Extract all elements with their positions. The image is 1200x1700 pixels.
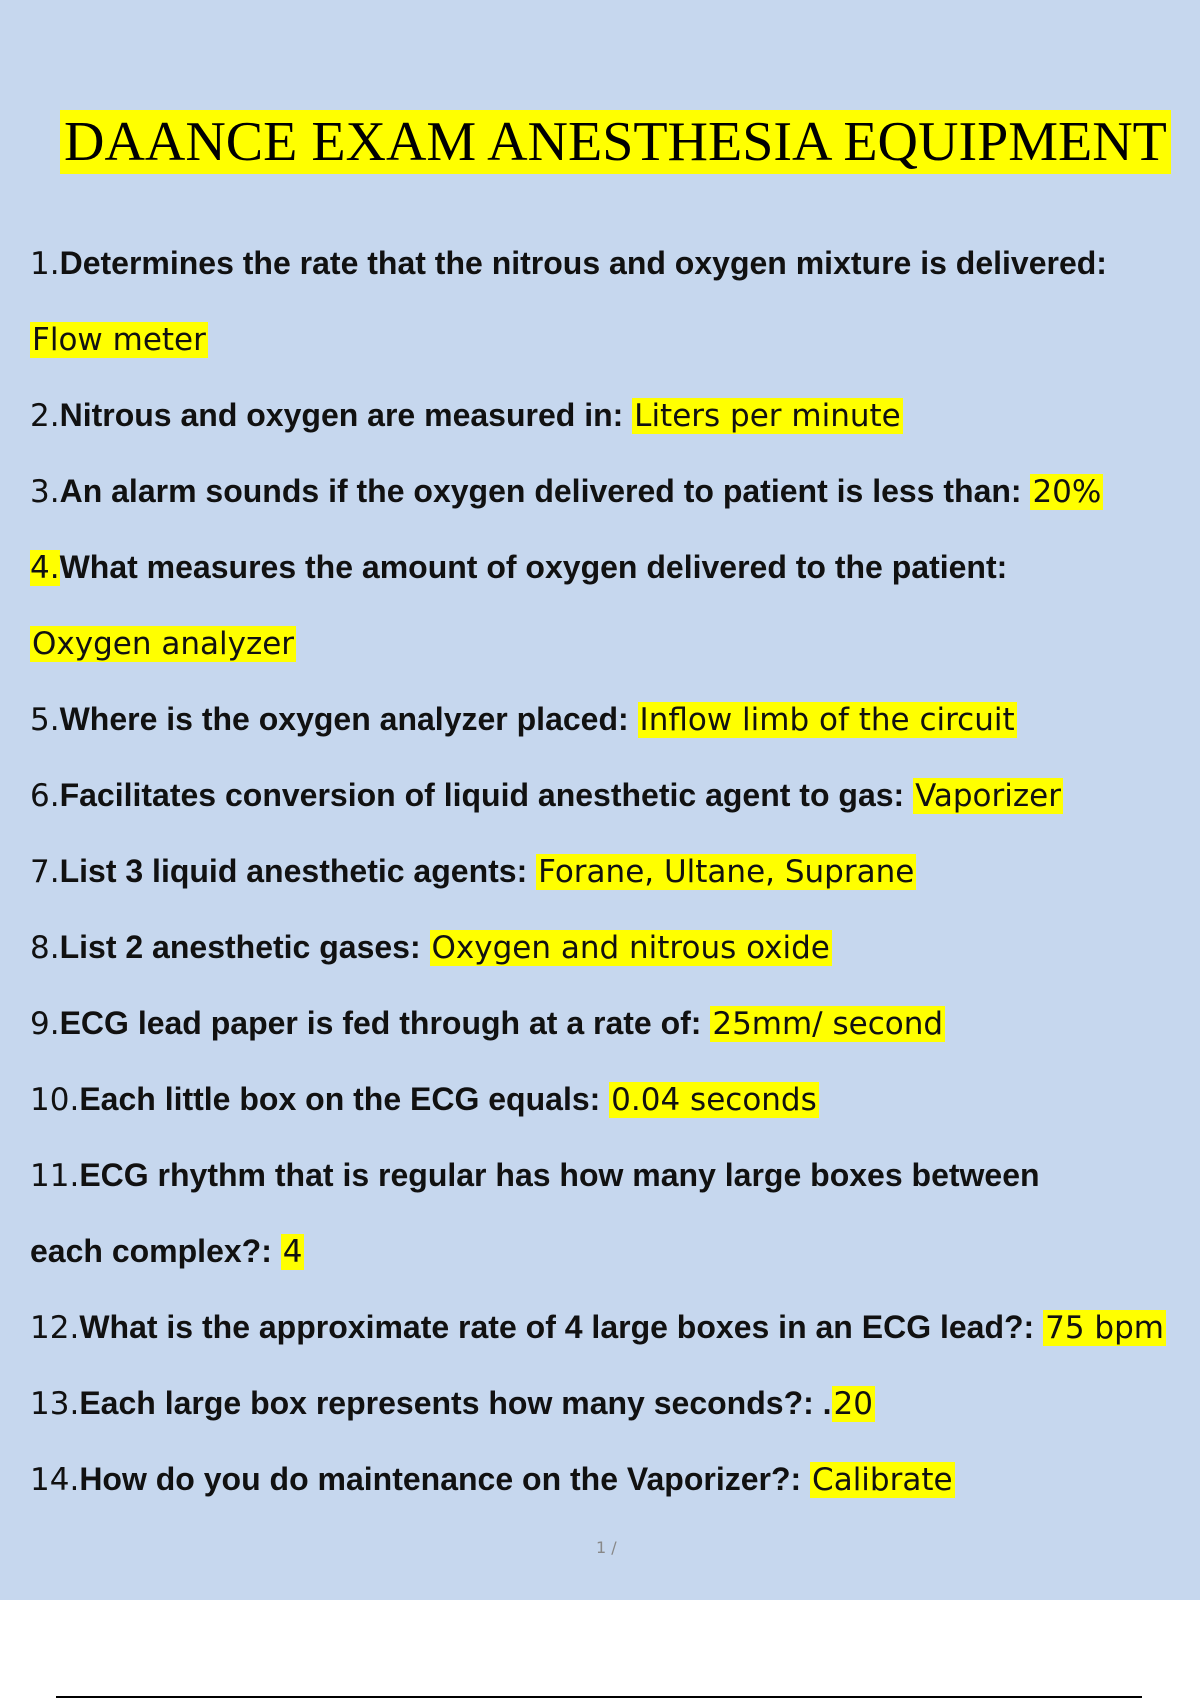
question-text: Determines the rate that the nitrous and oxygen mixture is delivered: [59, 245, 1107, 281]
question-line [30, 1450, 1180, 1526]
question-number: 10. [30, 1082, 80, 1118]
question-line [30, 386, 1180, 462]
question-text: How do you do maintenance on the Vaporizer?: [79, 1461, 811, 1497]
answer-text: Liters per minute [634, 398, 901, 434]
question-number: 4. [30, 550, 60, 586]
question-text: Each large box represents how many seconds?: . [79, 1385, 832, 1421]
question-line [30, 842, 1180, 918]
question-text: ECG lead paper is fed through at a rate of: [59, 1005, 711, 1041]
question-text: Where is the oxygen analyzer placed: [59, 701, 638, 737]
question-text: What measures the amount of oxygen delivered to the patient: [59, 549, 1008, 585]
answer-text: 75 bpm [1045, 1310, 1164, 1346]
answer-text: 0.04 seconds [611, 1082, 817, 1118]
question-line [30, 462, 1180, 538]
question-number: 8. [30, 930, 60, 966]
question-line [30, 1374, 1180, 1450]
answer-text: 20% [1032, 474, 1102, 510]
answer-line [30, 614, 1180, 690]
question-line [30, 690, 1180, 766]
question-number: 9. [30, 1006, 60, 1042]
answer-text: 25mm/ second [712, 1006, 944, 1042]
question-text: Nitrous and oxygen are measured in: [59, 397, 633, 433]
answer-text: Vaporizer [915, 778, 1061, 814]
question-line [30, 1146, 1180, 1222]
answer-text: 4 [282, 1234, 303, 1270]
answer-text: Flow meter [32, 322, 206, 358]
question-text: Facilitates conversion of liquid anesthetic agent to gas: [59, 777, 914, 813]
question-line [30, 918, 1180, 994]
question-number: 1. [30, 246, 60, 282]
question-text: What is the approximate rate of 4 large boxes in an ECG lead?: [79, 1309, 1044, 1345]
answer-text: Oxygen and nitrous oxide [431, 930, 830, 966]
question-number: 6. [30, 778, 60, 814]
question-line [30, 766, 1180, 842]
question-number: 7. [30, 854, 60, 890]
answer-text: Inflow limb of the circuit [639, 702, 1015, 738]
question-number: 5. [30, 702, 60, 738]
question-line [30, 234, 1180, 310]
question-text: List 3 liquid anesthetic agents: [59, 853, 537, 889]
answer-text: 20 [833, 1386, 873, 1422]
answer-line [30, 310, 1180, 386]
question-text: each complex?: [30, 1233, 281, 1269]
question-line [30, 1298, 1180, 1374]
question-text: List 2 anesthetic gases: [59, 929, 430, 965]
question-list [30, 234, 1180, 1526]
question-text: An alarm sounds if the oxygen delivered to patient is less than: [59, 473, 1031, 509]
answer-text: Calibrate [812, 1462, 953, 1498]
question-number: 14. [30, 1462, 80, 1498]
answer-text: Forane, Ultane, Suprane [538, 854, 915, 890]
answer-text: Oxygen analyzer [32, 626, 295, 662]
question-line [30, 538, 1180, 614]
page-title: DAANCE EXAM ANESTHESIA EQUIPMENT [60, 110, 1171, 174]
question-line [30, 994, 1180, 1070]
question-text: Each little box on the ECG equals: [79, 1081, 610, 1117]
question-number: 13. [30, 1386, 80, 1422]
footer-divider [56, 1696, 1142, 1698]
question-line [30, 1070, 1180, 1146]
question-number: 12. [30, 1310, 80, 1346]
question-number: 2. [30, 398, 60, 434]
page-number: 1 / [596, 1538, 617, 1557]
question-number: 11. [30, 1158, 80, 1194]
title-block [60, 110, 1178, 174]
question-continuation-line [30, 1222, 1180, 1298]
question-text: ECG rhythm that is regular has how many large boxes between [79, 1157, 1040, 1193]
question-number: 3. [30, 474, 60, 510]
